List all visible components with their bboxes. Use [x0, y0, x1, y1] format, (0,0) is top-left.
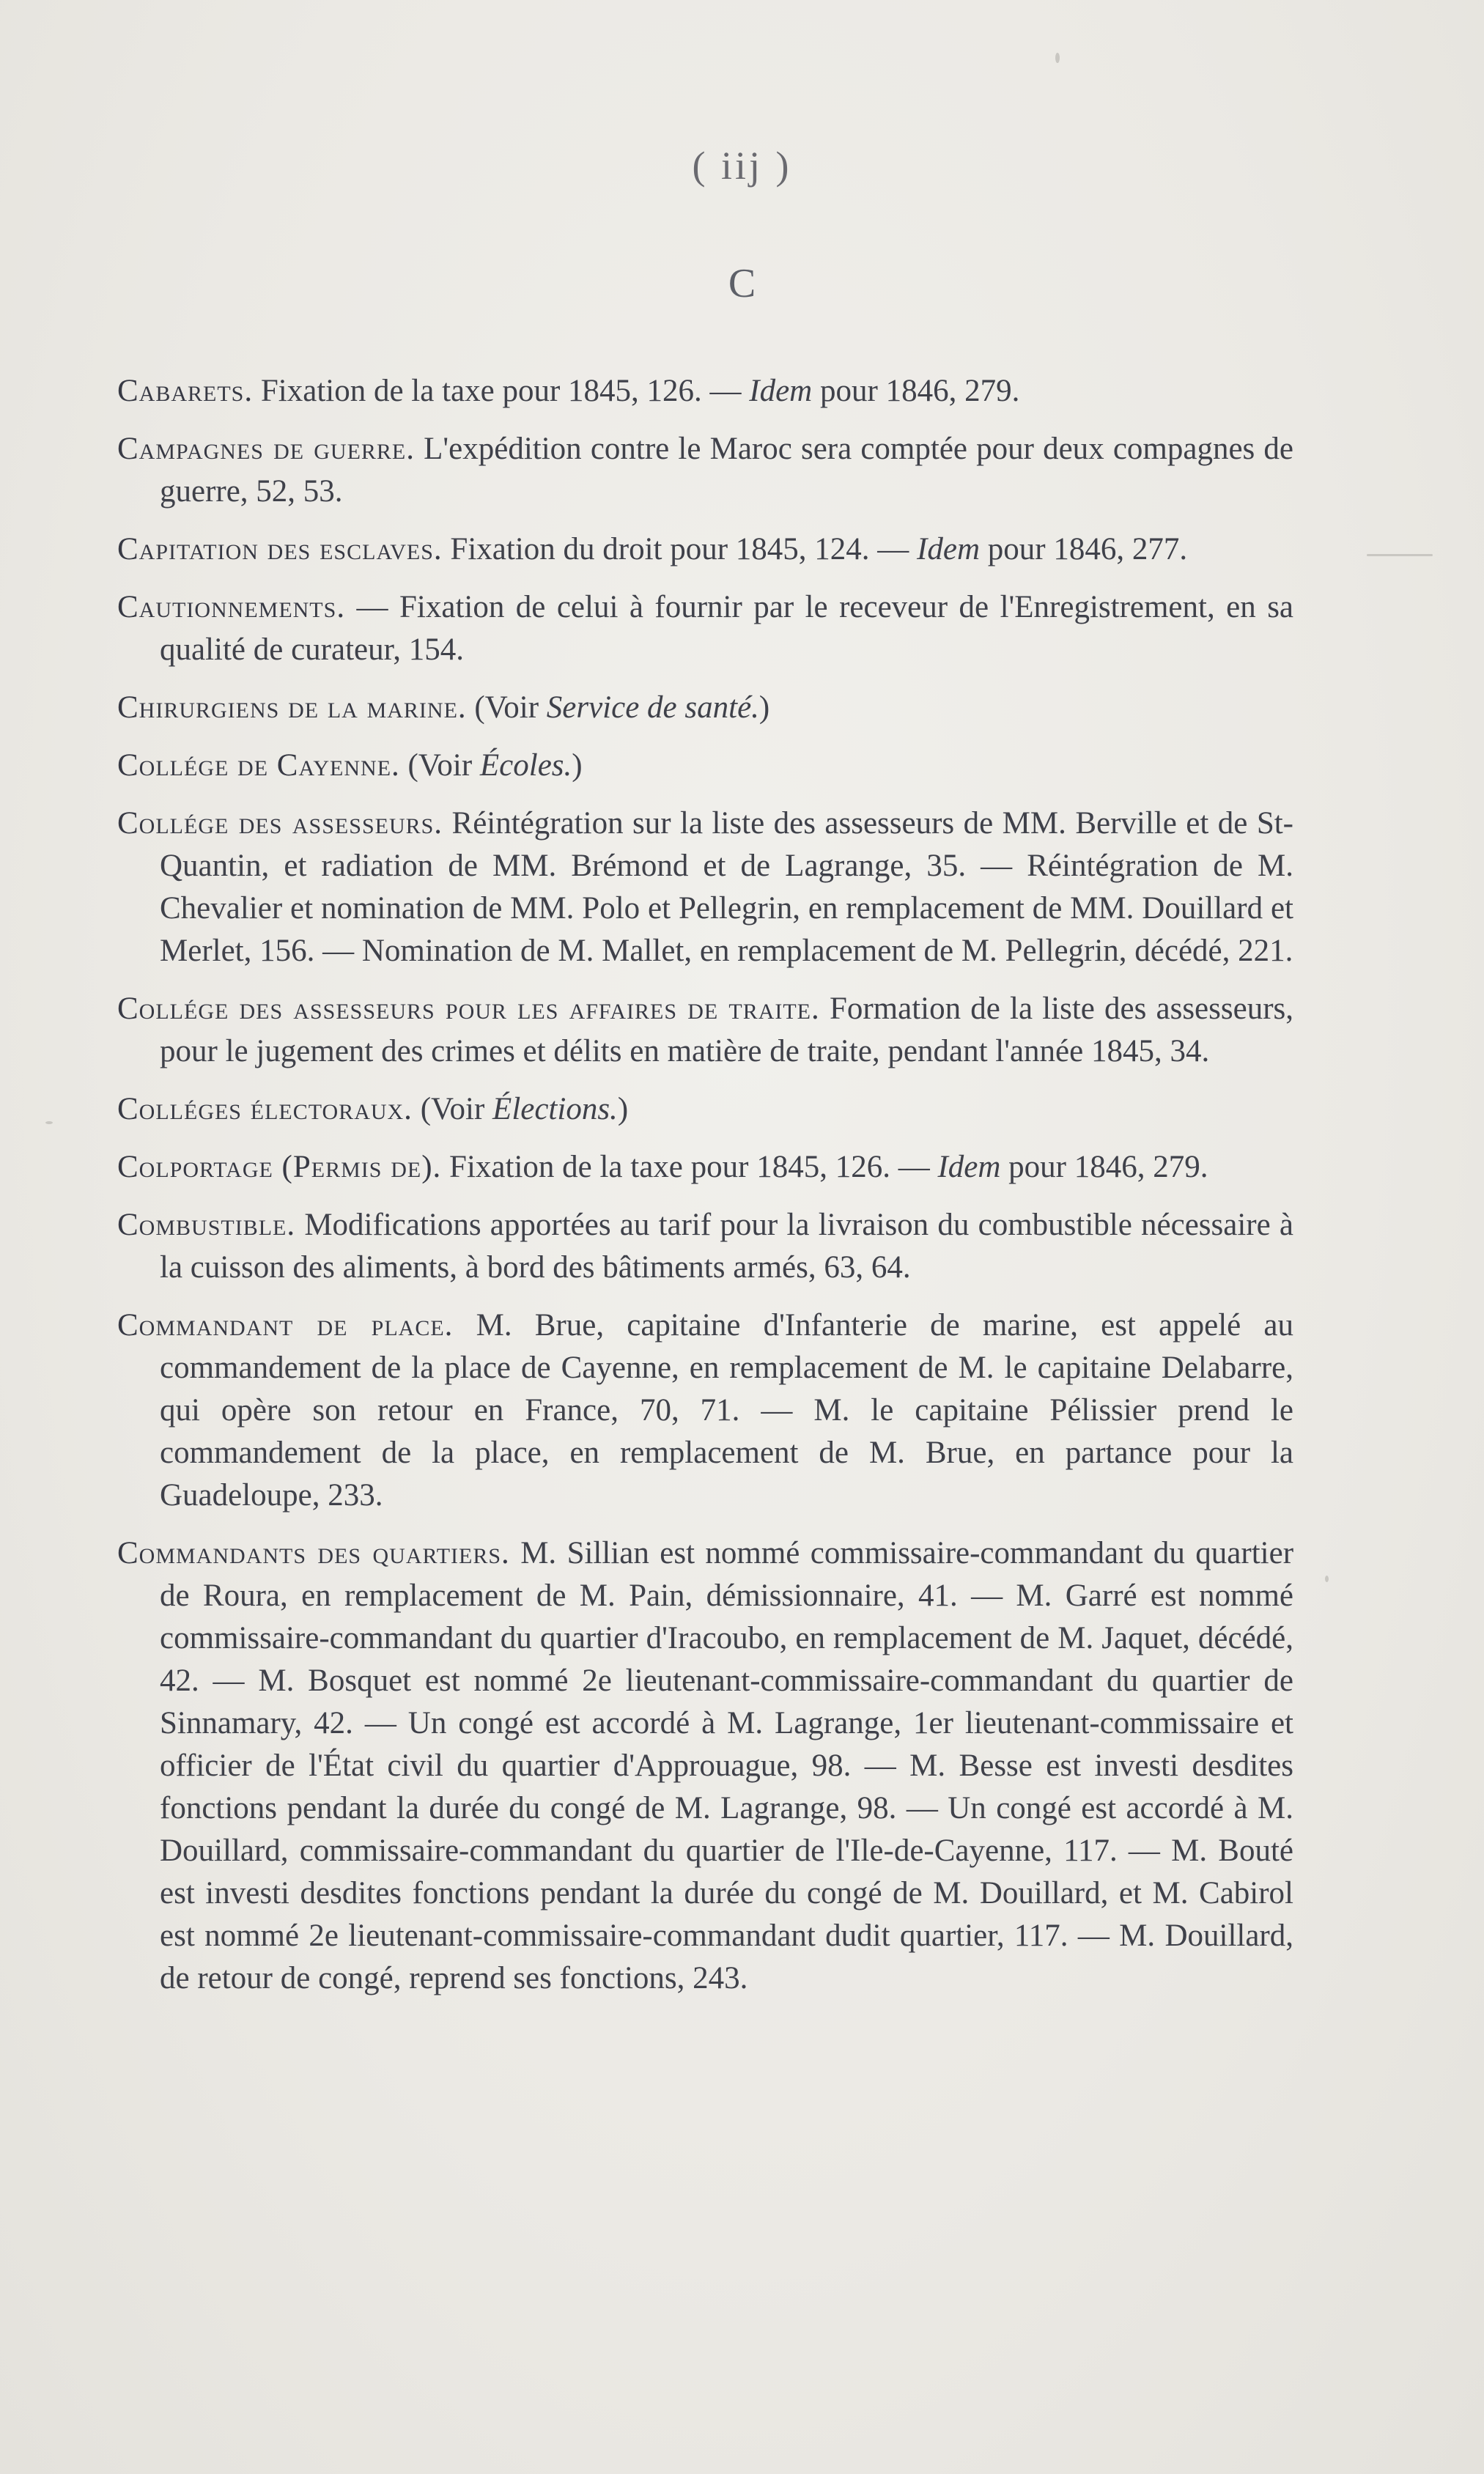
entry-tail: pour 1846, 279.: [1000, 1150, 1208, 1184]
paper-fleck: [1367, 554, 1433, 556]
index-entries: [117, 370, 1293, 2015]
index-entry: [117, 428, 1293, 513]
entry-text: Fixation de la taxe pour 1845, 126. —: [449, 1150, 938, 1184]
index-entry: [117, 1204, 1293, 1289]
entry-headword: Colléges électoraux.: [117, 1092, 413, 1126]
entry-headword: Campagnes de guerre.: [117, 432, 415, 466]
entry-headword: Cautionnements.: [117, 590, 346, 624]
entry-italic-ref: Élections.: [492, 1092, 618, 1126]
entry-text: Réintégration sur la liste des assesseurs de MM. Berville et de St-Quantin, et radiation de MM. Brémond et de Lagrange, 35. — Réintégration de M. Chevalier et nomination de MM. Polo et Pellegrin, en remplacement de MM. Douillard et Merlet, 156. — Nomination de M. Mallet, en remplacement de M. Pellegrin, décédé, 221.: [160, 806, 1294, 968]
entry-text: L'expédition contre le Maroc sera comptée pour deux compagnes de guerre, 52, 53.: [160, 432, 1293, 509]
entry-headword: Collége de Cayenne.: [117, 748, 400, 783]
paper-fleck: [1325, 1576, 1329, 1582]
paper-fleck: [45, 1121, 53, 1124]
entry-italic-ref: Idem: [749, 374, 813, 408]
index-entry: [117, 1532, 1293, 2000]
index-entry: [117, 802, 1293, 972]
entry-headword: Colportage (Permis de).: [117, 1150, 442, 1184]
entry-headword: Collége des assesseurs pour les affaires de traite.: [117, 992, 820, 1026]
entry-text: — Fixation de celui à fournir par le receveur de l'Enregistrement, en sa qualité de curateur, 154.: [160, 590, 1294, 667]
paper-fleck: [1055, 53, 1060, 63]
entry-text: M. Brue, capitaine d'Infanterie de marine, est appelé au commandement de la place de Cayenne, en remplacement de M. le capitaine Delabarre, qui opère son retour en France, 70, 71. — M. le capitaine Pélissier prend le commandement de la place, en remplacement de M. Brue, en partance pour la Guadeloupe, 233.: [160, 1308, 1293, 1513]
entry-headword: Commandants des quartiers.: [117, 1536, 510, 1570]
entry-tail: ): [758, 690, 770, 725]
entry-tail: ): [572, 748, 583, 783]
entry-headword: Capitation des esclaves.: [117, 532, 443, 566]
entry-tail: pour 1846, 277.: [980, 532, 1188, 566]
entry-italic-ref: Service de santé.: [546, 690, 759, 725]
section-letter: C: [728, 261, 756, 306]
index-entry: [117, 687, 1293, 729]
page-number: ( iij ): [692, 144, 792, 188]
entry-italic-ref: Idem: [937, 1150, 1001, 1184]
entry-italic-ref: Écoles.: [479, 748, 572, 783]
entry-text: (Voir: [474, 690, 547, 725]
index-entry: [117, 745, 1293, 787]
entry-text: (Voir: [420, 1092, 493, 1126]
index-entry: [117, 586, 1293, 671]
index-entry: [117, 528, 1293, 571]
entry-headword: Commandant de place.: [117, 1308, 454, 1343]
entry-text: Fixation de la taxe pour 1845, 126. —: [260, 374, 750, 408]
entry-headword: Cabarets.: [117, 374, 254, 408]
entry-italic-ref: Idem: [917, 532, 981, 566]
entry-text: M. Sillian est nommé commissaire-commandant du quartier de Roura, en remplacement de M. Pain, démissionnaire, 41. — M. Garré est nommé commissaire-commandant du quartier d'Iracoubo, en remplacement de M. Jaquet, décédé, 42. — M. Bosquet est nommé 2e lieutenant-commissaire-commandant du quartier de Sinnamary, 42. — Un congé est accordé à M. Lagrange, 1er lieutenant-commissaire et officier de l'État civil du quartier d'Approuague, 98. — M. Besse est investi desdites fonctions pendant la durée du congé de M. Lagrange, 98. — Un congé est accordé à M. Douillard, commissaire-commandant du quartier de l'Ile-de-Cayenne, 117. — M. Bouté est investi desdites fonctions pendant la durée du congé de M. Douillard, et M. Cabirol est nommé 2e lieutenant-commissaire-commandant dudit quartier, 117. — M. Douillard, de retour de congé, reprend ses fonctions, 243.: [160, 1536, 1294, 1995]
entry-tail: pour 1846, 279.: [812, 374, 1020, 408]
entry-headword: Combustible.: [117, 1208, 296, 1242]
index-entry: [117, 988, 1293, 1073]
entry-headword: Collége des assesseurs.: [117, 806, 443, 841]
entry-headword: Chirurgiens de la marine.: [117, 690, 467, 725]
entry-tail: ): [617, 1092, 629, 1126]
entry-text: (Voir: [407, 748, 480, 783]
index-entry: [117, 1146, 1293, 1189]
index-entry: [117, 370, 1293, 413]
entry-text: Fixation du droit pour 1845, 124. —: [450, 532, 918, 566]
entry-text: Modifications apportées au tarif pour la livraison du combustible nécessaire à la cuisson des aliments, à bord des bâtiments armés, 63, 64.: [160, 1208, 1293, 1285]
index-entry: [117, 1304, 1293, 1517]
index-entry: [117, 1088, 1293, 1131]
entry-text: Formation de la liste des assesseurs, pour le jugement des crimes et délits en matière de traite, pendant l'année 1845, 34.: [160, 992, 1294, 1068]
